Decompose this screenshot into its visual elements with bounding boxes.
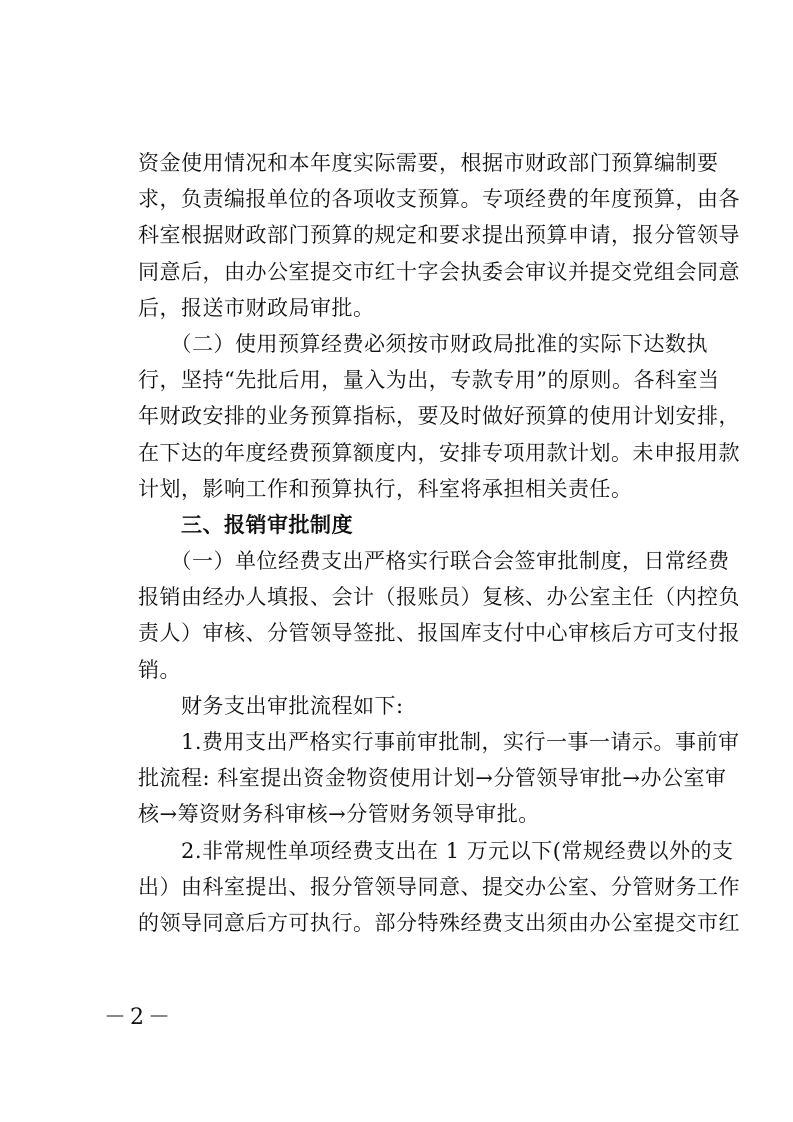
paragraph-line: 年财政安排的业务预算指标，要及时做好预算的使用计划安排， bbox=[138, 404, 740, 429]
paragraph-line: 资金使用情况和本年度实际需要，根据市财政部门预算编制要 bbox=[138, 151, 719, 175]
paragraph-line: 责人）审核、分管领导签批、报国库支付中心审核后方可支付报 bbox=[138, 621, 740, 646]
paragraph-line: 财务支出审批流程如下: bbox=[138, 693, 404, 718]
paragraph-line: 计划，影响工作和预算执行，科室将承担相关责任。 bbox=[138, 476, 633, 501]
paragraph-line: 后，报送市财政局审批。 bbox=[138, 295, 375, 320]
document-body bbox=[138, 145, 740, 941]
paragraph-line: 2.非常规性单项经费支出在 1 万元以下(常规经费以外的支 bbox=[138, 838, 734, 863]
paragraph-line: 在下达的年度经费预算额度内，安排专项用款计划。未申报用款 bbox=[138, 440, 740, 465]
paragraph-line: 求，负责编报单位的各项收支预算。专项经费的年度预算，由各 bbox=[138, 187, 740, 212]
section-heading: 三、报销审批制度 bbox=[138, 512, 353, 537]
paragraph-line: 批流程: 科室提出资金物资使用计划→分管领导审批→办公室审 bbox=[138, 766, 727, 791]
paragraph-line: 科室根据财政部门预算的规定和要求提出预算申请，报分管领导 bbox=[138, 223, 740, 248]
paragraph-line: 出）由科室提出、报分管领导同意、提交办公室、分管财务工作 bbox=[138, 874, 740, 899]
paragraph-line: 行，坚持“先批后用，量入为出，专款专用”的原则。各科室当 bbox=[138, 368, 720, 393]
paragraph-line: 报销由经办人填报、会计（报账员）复核、办公室主任（内控负 bbox=[138, 585, 740, 610]
paragraph-line: 同意后，由办公室提交市红十字会执委会审议并提交党组会同意 bbox=[138, 259, 740, 284]
paragraph-line: 1.费用支出严格实行事前审批制，实行一事一请示。事前审 bbox=[138, 730, 740, 754]
paragraph-line: （一）单位经费支出严格实行联合会签审批制度，日常经费 bbox=[138, 549, 730, 574]
paragraph-line: 核→筹资财务科审核→分管财务领导审批。 bbox=[138, 802, 540, 827]
paragraph-line: （二）使用预算经费必须按市财政局批准的实际下达数执 bbox=[138, 331, 708, 356]
page-number: －2－ bbox=[104, 1005, 174, 1030]
paragraph-line: 销。 bbox=[138, 657, 181, 682]
paragraph-line: 的领导同意后方可执行。部分特殊经费支出须由办公室提交市红 bbox=[138, 910, 740, 935]
